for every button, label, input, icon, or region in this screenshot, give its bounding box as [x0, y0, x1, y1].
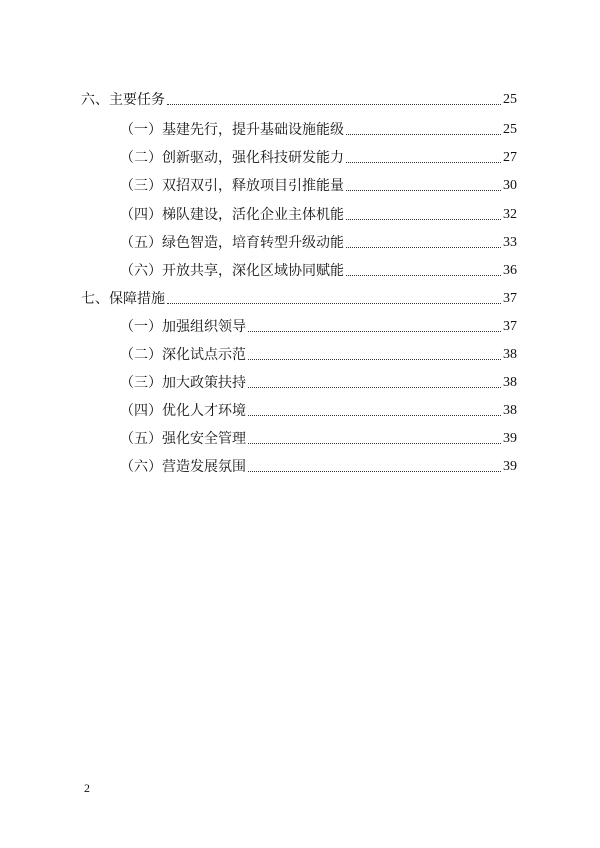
toc-entry-safety[interactable]	[120, 429, 517, 449]
toc-dot-leader	[346, 219, 501, 220]
toc-entry-label: 六、主要任务	[81, 92, 165, 108]
toc-entry-page: 39	[503, 431, 517, 446]
toc-entry-page: 27	[503, 150, 517, 165]
toc-dot-leader	[248, 331, 501, 332]
toc-entry-enterprise[interactable]	[120, 205, 517, 225]
toc-entry-label: （一）基建先行，提升基础设施能级	[120, 122, 344, 138]
toc-entry-atmosphere[interactable]	[120, 457, 517, 477]
toc-entry-innovation[interactable]	[120, 148, 517, 168]
page-number: 2	[84, 781, 90, 795]
toc-entry-label: （三）双招双引，释放项目引推能量	[120, 178, 344, 194]
toc-dot-leader	[346, 134, 501, 135]
toc-entry-label: （二）深化试点示范	[120, 347, 246, 363]
toc-dot-leader	[167, 104, 501, 105]
toc-entry-page: 38	[503, 403, 517, 418]
toc-entry-page: 32	[503, 207, 517, 222]
toc-dot-leader	[346, 247, 501, 248]
toc-entry-page: 37	[503, 319, 517, 334]
toc-entry-page: 36	[503, 263, 517, 278]
toc-dot-leader	[346, 162, 501, 163]
toc-dot-leader	[346, 190, 501, 191]
toc-entry-label: （五）强化安全管理	[120, 431, 246, 447]
toc-entry-open-sharing[interactable]	[120, 261, 517, 281]
toc-entry-label: （五）绿色智造，培育转型升级动能	[120, 235, 344, 251]
toc-entry-label: （六）开放共享，深化区域协同赋能	[120, 263, 344, 279]
toc-entry-label: （四）梯队建设，活化企业主体机能	[120, 207, 344, 223]
toc-entry-safeguards[interactable]	[81, 289, 517, 309]
toc-entry-label: 七、保障措施	[81, 291, 165, 307]
toc-entry-page: 38	[503, 375, 517, 390]
toc-entry-label: （六）营造发展氛围	[120, 459, 246, 475]
toc-dot-leader	[346, 275, 501, 276]
toc-entry-label: （四）优化人才环境	[120, 403, 246, 419]
toc-entry-infrastructure[interactable]	[120, 120, 517, 140]
toc-entry-investment[interactable]	[120, 176, 517, 196]
toc-entry-leadership[interactable]	[120, 317, 517, 337]
toc-dot-leader	[248, 471, 501, 472]
toc-entry-talent[interactable]	[120, 401, 517, 421]
toc-entry-pilot[interactable]	[120, 345, 517, 365]
toc-entry-page: 39	[503, 459, 517, 474]
toc-entry-page: 38	[503, 347, 517, 362]
toc-dot-leader	[248, 387, 501, 388]
toc-entry-page: 25	[503, 122, 517, 137]
toc-dot-leader	[167, 303, 501, 304]
toc-entry-page: 30	[503, 178, 517, 193]
toc-entry-label: （二）创新驱动，强化科技研发能力	[120, 150, 344, 166]
toc-dot-leader	[248, 415, 501, 416]
toc-entry-policy[interactable]	[120, 373, 517, 393]
toc-dot-leader	[248, 359, 501, 360]
toc-entry-page: 37	[503, 291, 517, 306]
toc-entry-page: 33	[503, 235, 517, 250]
toc-entry-main-tasks[interactable]	[81, 90, 517, 110]
toc-dot-leader	[248, 443, 501, 444]
toc-entry-label: （三）加大政策扶持	[120, 375, 246, 391]
toc-entry-green[interactable]	[120, 233, 517, 253]
toc-entry-page: 25	[503, 92, 517, 107]
toc-entry-label: （一）加强组织领导	[120, 319, 246, 335]
